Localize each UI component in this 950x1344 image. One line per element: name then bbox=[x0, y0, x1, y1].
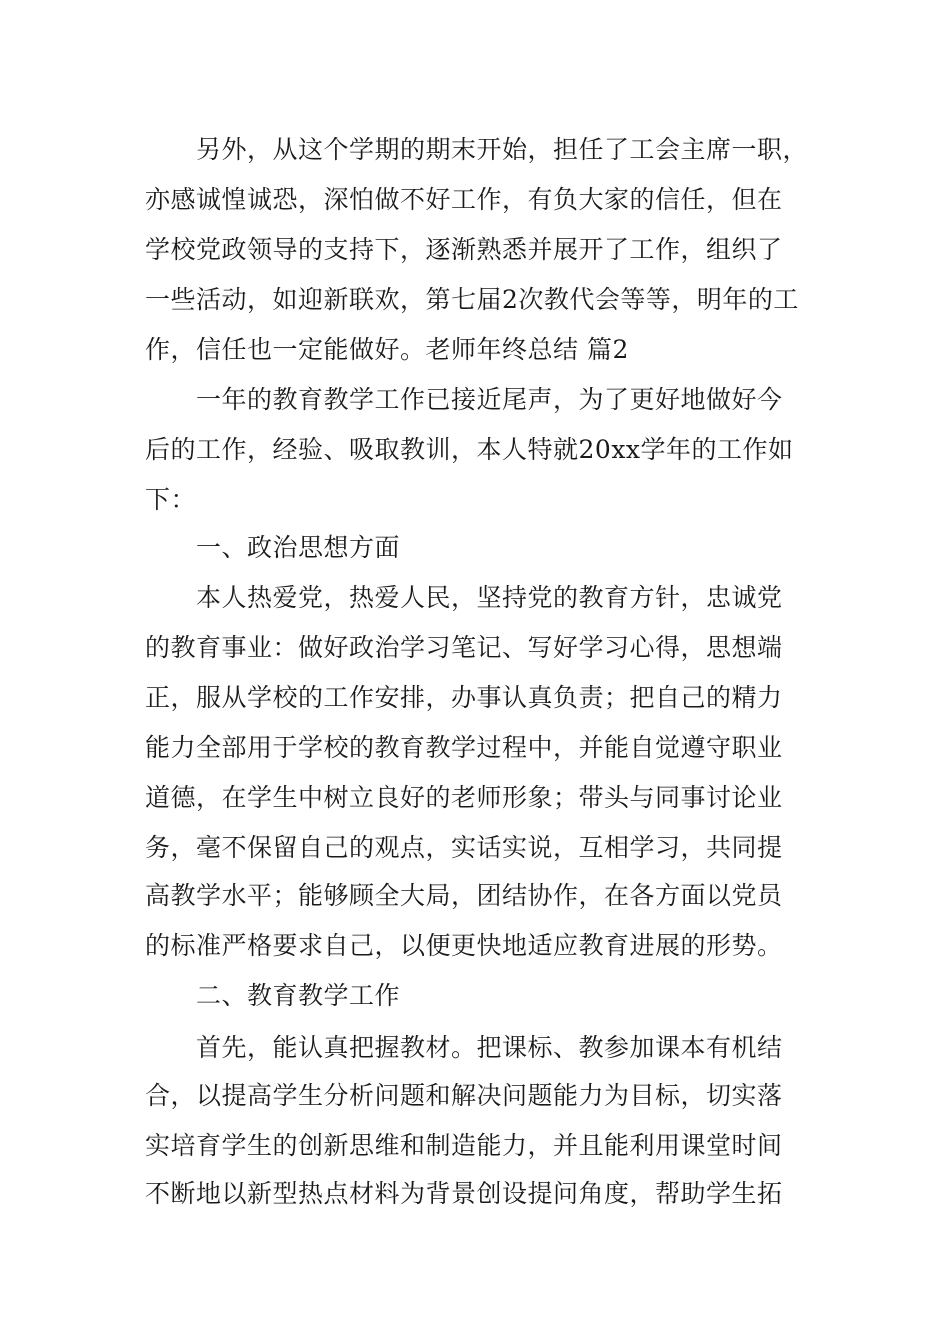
text-line: 能力全部用于学校的教育教学过程中，并能自觉遵守职业 bbox=[145, 733, 783, 762]
text-line: 道德，在学生中树立良好的老师形象；带头与同事讨论业 bbox=[145, 783, 783, 812]
text-line: 亦感诚惶诚恐，深怕做不好工作，有负大家的信任，但在 bbox=[145, 185, 783, 214]
text-line: 一年的教育教学工作已接近尾声，为了更好地做好今 bbox=[196, 385, 783, 414]
text-line: 一些活动，如迎新联欢，第七届2次教代会等等，明年的工 bbox=[145, 285, 799, 314]
text-line: 学校党政领导的支持下，逐渐熟悉并展开了工作，组织了 bbox=[145, 235, 783, 264]
text-line: 务，毫不保留自己的观点，实话实说，互相学习，共同提 bbox=[145, 833, 783, 862]
text-line: 合，以提高学生分析问题和解决问题能力为目标，切实落 bbox=[145, 1081, 783, 1110]
text-line: 的标准严格要求自己，以便更快地适应教育进展的形势。 bbox=[145, 931, 783, 960]
text-line: 首先，能认真把握教材。把课标、教参加课本有机结 bbox=[196, 1033, 783, 1062]
text-line: 作，信任也一定能做好。老师年终总结 篇2 bbox=[145, 335, 629, 364]
text-line: 实培育学生的创新思维和制造能力，并且能利用课堂时间 bbox=[145, 1131, 783, 1160]
text-line: 不断地以新型热点材料为背景创设提问角度，帮助学生拓 bbox=[145, 1179, 783, 1208]
text-line: 本人热爱党，热爱人民，坚持党的教育方针，忠诚党 bbox=[196, 583, 783, 612]
text-line: 下： bbox=[145, 485, 197, 514]
text-line: 高教学水平；能够顾全大局，团结协作，在各方面以党员 bbox=[145, 881, 783, 910]
text-line: 后的工作，经验、吸取教训，本人特就20xx学年的工作如 bbox=[145, 435, 794, 464]
text-line: 的教育事业：做好政治学习笔记、写好学习心得，思想端 bbox=[145, 633, 783, 662]
section-heading: 一、政治思想方面 bbox=[196, 533, 401, 562]
section-heading: 二、教育教学工作 bbox=[196, 981, 401, 1010]
text-line: 另外，从这个学期的期末开始，担任了工会主席一职， bbox=[196, 135, 809, 164]
text-line: 正，服从学校的工作安排，办事认真负责；把自己的精力 bbox=[145, 683, 783, 712]
